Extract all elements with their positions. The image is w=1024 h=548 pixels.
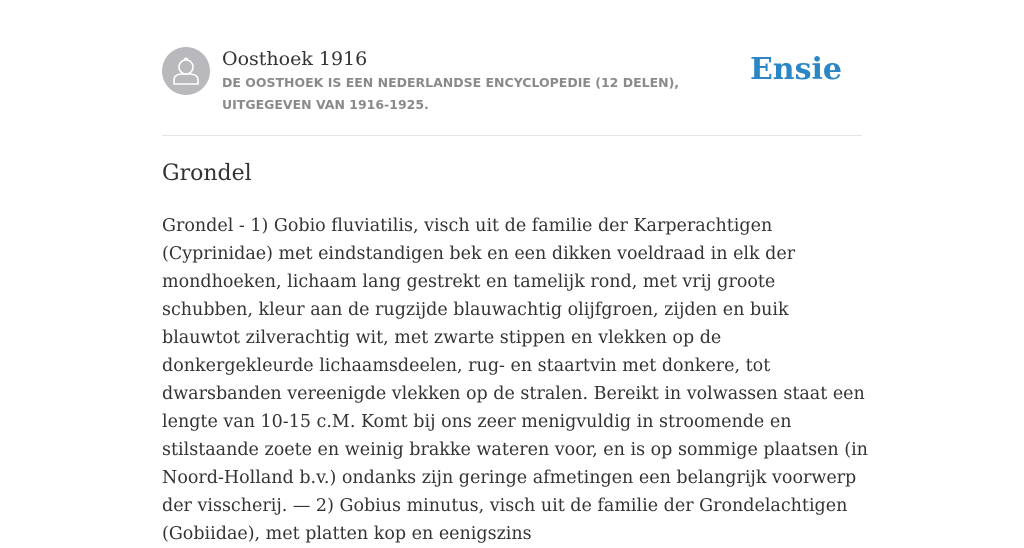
user-icon	[162, 47, 210, 95]
source-title[interactable]: Oosthoek 1916	[222, 48, 368, 70]
entry-title: Grondel	[162, 161, 252, 186]
header-divider	[162, 135, 862, 136]
entry-body: Grondel - 1) Gobio fluviatilis, visch uit de familie der Karperachtigen (Cyprinidae) met eindstandigen bek en een dikken voeldraad in elk der mondhoeken, lichaam lang gestrekt en tamelijk rond, met vrij groote schubben, kleur aan de rugzijde blauwachtig olijfgroen, zijden en buik blauwtot zilverachtig wit, met zwarte stippen en vlekken op de donkergekleurde lichaamsdeelen, rug- en staartvin met donkere, tot dwarsbanden vereenigde vlekken op de stralen. Bereikt in volwassen staat een lengte van 10-15 c.M. Komt bij ons zeer menigvuldig in stroomende en stilstaande zoete en weinig brakke wateren voor, en is op sommige plaatsen (in Noord-Holland b.v.) ondanks zijn geringe afmetingen een belangrijk voorwerp der visscherij. — 2) Gobius minutus, visch uit de familie der Grondelachtigen (Gobiidae), met platten kop en eenigszins	[162, 216, 868, 544]
source-avatar[interactable]	[162, 47, 210, 95]
source-description: DE OOSTHOEK IS EEN NEDERLANDSE ENCYCLOPEDIE (12 DELEN), UITGEGEVEN VAN 1916-1925.	[222, 75, 680, 112]
brand-logo[interactable]: Ensie	[749, 52, 842, 87]
source-header	[162, 47, 862, 117]
